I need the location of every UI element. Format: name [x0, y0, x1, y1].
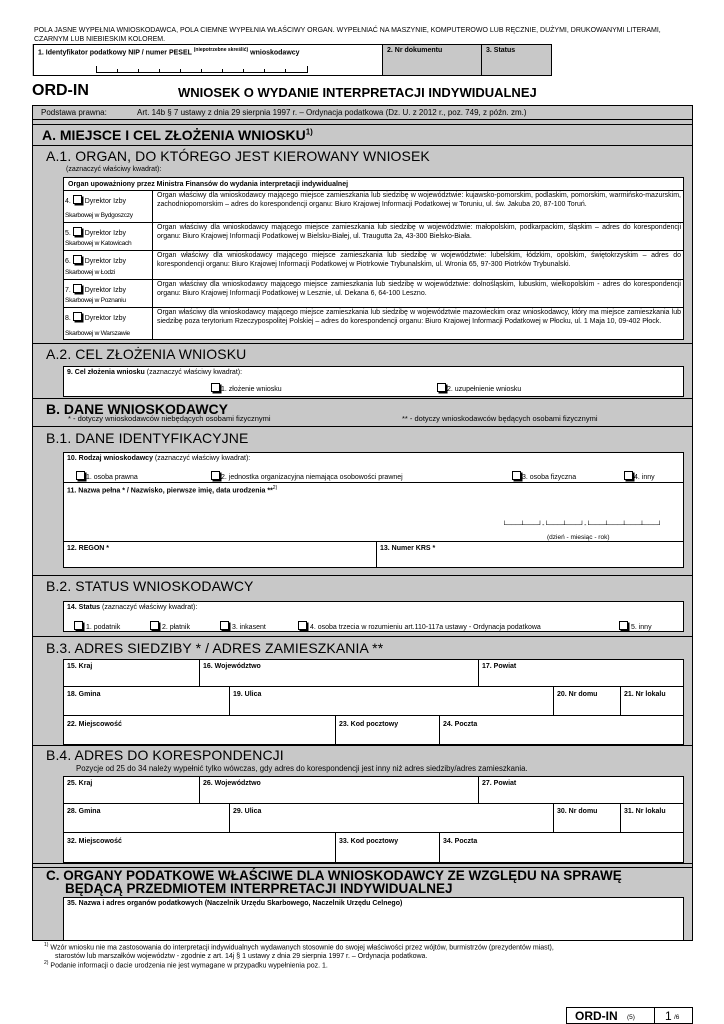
field-1-nip-pesel[interactable] [33, 44, 383, 76]
organ-row[interactable] [63, 190, 684, 222]
footnote-1-mark: 1) [44, 942, 49, 948]
field-25-country[interactable] [63, 776, 200, 804]
organ-name-cell[interactable] [63, 251, 153, 279]
organ-name-2: Skarbowej w Poznaniu [65, 297, 126, 304]
b4-title: B.4. ADRES DO KORESPONDENCJI [46, 747, 284, 763]
organ-name-line-1[interactable] [65, 195, 126, 205]
organ-row[interactable] [63, 222, 684, 250]
footnote-2-text: Podanie informacji o dacie urodzenia nie jest wymagane w przypadku wypełnienia poz. 1. [50, 962, 328, 970]
legal-basis-row [32, 105, 693, 120]
organ-number: 8. [65, 315, 71, 322]
legal-basis-text: Art. 14b § 7 ustawy z dnia 29 sierpnia 1997 r. – Ordynacja podatkowa (Dz. U. z 2012 r., poz. 749, z późn. zm.) [137, 108, 527, 117]
field-13-krs[interactable] [376, 541, 684, 568]
organ-name-cell[interactable] [63, 308, 153, 340]
field-label: 29. Ulica [233, 808, 262, 815]
organ-row[interactable] [63, 250, 684, 279]
status-taxpayer[interactable] [74, 621, 120, 631]
section-c-title-line-1: C. ORGANY PODATKOWE WŁAŚCIWE DLA WNIOSKODAWCY ZE WZGLĘDU NA SPRAWĘ [46, 868, 622, 883]
purpose-option-supplement[interactable] [437, 383, 521, 393]
field-3-status [481, 44, 552, 76]
tick [201, 69, 202, 72]
field-label: 22. Miejscowość [67, 721, 122, 728]
field-11-sup: 2) [272, 485, 278, 491]
purpose-option-submit[interactable] [211, 383, 282, 393]
section-a-title [42, 127, 313, 143]
field-14-status [63, 601, 684, 632]
checkbox[interactable] [512, 471, 521, 480]
header-instructions: POLA JASNE WYPEŁNIA WNIOSKODAWCA, POLA CIEMNE WYPEŁNIA WŁAŚCIWY ORGAN. WYPEŁNIAĆ NA MASZYNIE, KOMPUTEROWO LUB RĘCZNIE, DUŻYMI, DRUKOWANYMI LITERAMI, CZARNYM LUB NIEBIESKIM KOLOREM. [34, 27, 661, 43]
tick [117, 69, 118, 72]
field-10-label: 10. Rodzaj wnioskodawcy [67, 455, 153, 462]
option-label: 4. inny [634, 474, 655, 481]
field-label: 34. Poczta [443, 838, 478, 845]
organ-name-line-1[interactable] [65, 284, 126, 294]
organ-description: Organ właściwy dla wnioskodawcy mającego miejsce zamieszkania lub siedzibę w województwie mazowieckim oraz wnioskodawcy, który ma miejsce zamieszkania lub siedzibę poza terytorium Rzeczypospolitej Polskiej – adres do korespondencji organu: Biuro Krajowej Informacji Podatkowej w Płocku, ul. 1 Maja 10, 09-402 Płock. [157, 309, 681, 325]
organ-number: 5. [65, 230, 71, 237]
b3-title: B.3. ADRES SIEDZIBY * / ADRES ZAMIESZKANIA ** [46, 640, 384, 656]
organ-name-1: Dyrektor Izby [84, 198, 126, 205]
field-label: 18. Gmina [67, 691, 101, 698]
form-code: ORD-IN [32, 82, 89, 99]
section-b-note-1: * - dotyczy wnioskodawców niebędących osobami fizycznymi [68, 414, 271, 423]
checkbox[interactable] [73, 227, 82, 236]
field-3-label: 3. Status [486, 47, 516, 54]
section-a-title-sup: 1) [305, 127, 313, 137]
field-26-voivodeship[interactable] [199, 776, 479, 804]
checkbox[interactable] [73, 312, 82, 321]
field-label: 16. Województwo [203, 663, 261, 670]
organ-name-line-1[interactable] [65, 255, 126, 265]
checkbox[interactable] [437, 383, 446, 392]
checkbox[interactable] [73, 195, 82, 204]
organ-description: Organ właściwy dla wnioskodawcy mającego miejsce zamieszkania lub siedzibę w województwie: dolnośląskim, lubuskim, wielkopolskim - adres do korespondencji organu: Biuro Krajowej Informacji Podatkowej w Lesznie, ul. Dekana 6, 64-100 Leszno. [157, 281, 681, 297]
section-c-title-line-2: BĘDĄCĄ PRZEDMIOTEM INTERPRETACJI INDYWIDUALNEJ [65, 881, 453, 896]
organ-name-1: Dyrektor Izby [84, 230, 126, 237]
organ-name-line-1[interactable] [65, 312, 126, 322]
section-b-title: B. DANE WNIOSKODAWCY [46, 401, 228, 417]
option-label: 3. osoba fizyczna [522, 474, 577, 481]
checkbox[interactable] [76, 471, 85, 480]
field-31-apartment-number[interactable] [620, 803, 684, 833]
field-label: 28. Gmina [67, 808, 101, 815]
field-24-post-office[interactable] [439, 715, 684, 745]
organ-name-cell[interactable] [63, 191, 153, 222]
checkbox[interactable] [150, 621, 159, 630]
applicant-type-organization[interactable] [211, 471, 403, 481]
a1-title: A.1. ORGAN, DO KTÓREGO JEST KIEROWANY WNIOSEK [46, 148, 430, 164]
section-c-title [46, 869, 622, 895]
field-label: 24. Poczta [443, 721, 478, 728]
checkbox[interactable] [220, 621, 229, 630]
section-b-note-2: ** - dotyczy wnioskodawców będących osobami fizycznymi [402, 414, 598, 423]
field-19-street[interactable] [229, 686, 554, 716]
field-22-city[interactable] [63, 715, 336, 745]
option-label: 5. inny [630, 624, 652, 631]
field-1-label: 1. Identyfikator podatkowy NIP / numer PESEL [38, 49, 192, 57]
field-23-postal-code[interactable] [335, 715, 440, 745]
option-label: 2. płatnik [161, 624, 190, 631]
form-title: WNIOSEK O WYDANIE INTERPRETACJI INDYWIDUALNEJ [178, 85, 537, 100]
b1-title: B.1. DANE IDENTYFIKACYJNE [46, 430, 249, 446]
a2-title: A.2. CEL ZŁOŻENIA WNIOSKU [46, 346, 247, 362]
divider [32, 343, 693, 344]
divider [32, 124, 693, 125]
footer-form-code-box [566, 1007, 655, 1024]
legal-basis-label: Podstawa prawna: [41, 108, 107, 117]
footnote-2 [44, 959, 704, 971]
field-9-hint: (zaznaczyć właściwy kwadrat): [146, 369, 243, 376]
checkbox[interactable] [211, 471, 220, 480]
field-28-municipality[interactable] [63, 803, 230, 833]
field-2-document-number [382, 44, 482, 76]
b4-note: Pozycje od 25 do 34 należy wypełnić tylko wówczas, gdy adres do korespondencji jest inny niż adres siedziby/adres zamieszkania. [76, 764, 528, 773]
field-35-label: 35. Nazwa i adres organów podatkowych (Naczelnik Urzędu Skarbowego, Naczelnik Urzędu Celnego) [67, 900, 403, 907]
field-27-county[interactable] [478, 776, 684, 804]
organ-description: Organ właściwy dla wnioskodawcy mającego miejsce zamieszkania lub siedzibę w województwie: lubelskim, łódzkim, opolskim, świętokrzyskim – adres do korespondencji organu: Biuro Krajowej Informacji Podatkowej w Piotrkowie Trybunalskim, ul. Wronia 65, 97-300 Piotrków Trybunalski. [157, 252, 681, 268]
field-label: 19. Ulica [233, 691, 262, 698]
nip-digit-boxes [96, 66, 308, 73]
field-11-full-name[interactable] [63, 482, 684, 542]
field-label: 30. Nr domu [557, 808, 598, 815]
field-label: 27. Powiat [482, 780, 517, 787]
footnote-1-line-2: starostów lub marszałków województw - zgodnie z art. 14j § 1 ustawy z dnia 29 sierpnia 1997 r. – Ordynacja podatkowa. [55, 952, 428, 960]
field-12-regon[interactable] [63, 541, 377, 568]
field-label: 31. Nr lokalu [624, 808, 666, 815]
tick [285, 69, 286, 72]
field-18-municipality[interactable] [63, 686, 230, 716]
date-hint: (dzień - miesiąc - rok) [547, 534, 610, 541]
checkbox[interactable] [298, 621, 307, 630]
footer-form-version: (5) [627, 1014, 635, 1021]
organ-row[interactable] [63, 279, 684, 307]
field-29-street[interactable] [229, 803, 554, 833]
field-label: 23. Kod pocztowy [339, 721, 399, 728]
field-label: 21. Nr lokalu [624, 691, 666, 698]
field-30-house-number[interactable] [553, 803, 621, 833]
organ-number: 6. [65, 258, 71, 265]
field-11-label: 11. Nazwa pełna * / Nazwisko, pierwsze imię, data urodzenia ** [67, 487, 273, 495]
tick [222, 69, 223, 72]
field-label: 32. Miejscowość [67, 838, 122, 845]
checkbox[interactable] [73, 255, 82, 264]
option-label: 3. inkasent [231, 624, 266, 631]
tick [264, 69, 265, 72]
checkbox[interactable] [619, 621, 628, 630]
checkbox[interactable] [624, 471, 633, 480]
organ-number: 4. [65, 198, 71, 205]
footnote-2-mark: 2) [44, 960, 49, 966]
birth-date-boxes[interactable]: └───┴───┘-└───┴───┘-└───┴───┴───┴───┘ [502, 522, 662, 529]
footer-page-box [654, 1007, 693, 1024]
tick [243, 69, 244, 72]
field-32-city[interactable] [63, 832, 336, 863]
field-35-tax-authorities[interactable] [63, 897, 684, 941]
option-label: 2. jednostka organizacyjna niemająca osobowości prawnej [221, 474, 403, 481]
applicant-type-other[interactable] [624, 471, 655, 481]
field-label: 15. Kraj [67, 663, 93, 670]
field-16-voivodeship[interactable] [199, 659, 479, 687]
divider [32, 426, 693, 427]
b2-title: B.2. STATUS WNIOSKODAWCY [46, 578, 254, 594]
footnote-1-line-1: Wzór wniosku nie ma zastosowania do interpretacji indywidualnych wydawanych stosownie do swojej właściwości przez wójtów, burmistrzów (prezydentów miast), [50, 944, 554, 952]
tick [138, 69, 139, 72]
status-payer[interactable] [150, 621, 190, 631]
divider [32, 145, 693, 146]
organ-name-line-1[interactable] [65, 227, 126, 237]
checkbox[interactable] [74, 621, 83, 630]
field-34-post-office[interactable] [439, 832, 684, 863]
field-12-label: 12. REGON * [67, 545, 110, 552]
status-third-party[interactable] [298, 621, 541, 631]
field-13-label: 13. Numer KRS * [380, 545, 436, 552]
field-15-country[interactable] [63, 659, 200, 687]
option-label: 4. osoba trzecia w rozumieniu art.110-117a ustawy - Ordynacja podatkowa [309, 624, 541, 631]
tick [180, 69, 181, 72]
organ-name-2: Skarbowej w Bydgoszczy [65, 212, 133, 219]
divider [32, 575, 693, 576]
organ-description: Organ właściwy dla wnioskodawcy mającego miejsce zamieszkania lub siedzibę w województwie: kujawsko-pomorskim, podlaskim, pomorskim, warmińsko-mazurskim, zachodniopomorskim – adres do korespondencji organu: Biuro Krajowej Informacji Podatkowej w Toruniu, ul. św. Jakuba 20, 87-100 Toruń. [157, 192, 681, 208]
organ-name-cell[interactable] [63, 280, 153, 307]
a1-hint: (zaznaczyć właściwy kwadrat): [66, 166, 162, 173]
organ-name-1: Dyrektor Izby [84, 258, 126, 265]
field-9-label: 9. Cel złożenia wniosku [67, 369, 145, 376]
applicant-type-legal-person[interactable] [76, 471, 138, 481]
field-label: 20. Nr domu [557, 691, 598, 698]
organ-name-1: Dyrektor Izby [84, 315, 126, 322]
applicant-type-natural-person[interactable] [512, 471, 576, 481]
organ-name-2: Skarbowej w Łodzi [65, 269, 115, 276]
organ-name-cell[interactable] [63, 223, 153, 250]
field-10-applicant-type [63, 452, 684, 483]
checkbox[interactable] [211, 383, 220, 392]
status-other[interactable] [619, 621, 652, 631]
organ-description: Organ właściwy dla wnioskodawcy mającego miejsce zamieszkania lub siedzibę w województwie: małopolskim, podkarpackim, śląskim – adres do korespondencji organu: Biuro Krajowej Informacji Podatkowej w Bielsku-Białej, ul. Traugutta 2a, 43-300 Bielsko-Biała. [157, 224, 681, 240]
footer-form-code: ORD-IN [575, 1009, 618, 1023]
checkbox[interactable] [73, 284, 82, 293]
field-14-hint: (zaznaczyć właściwy kwadrat): [102, 604, 198, 611]
divider [32, 636, 693, 637]
status-collector[interactable] [220, 621, 266, 631]
field-17-county[interactable] [478, 659, 684, 687]
field-21-apartment-number[interactable] [620, 686, 684, 716]
organ-row[interactable] [63, 307, 684, 340]
organ-name-1: Dyrektor Izby [84, 287, 126, 294]
field-2-label: 2. Nr dokumentu [387, 47, 443, 54]
field-label: 25. Kraj [67, 780, 93, 787]
footer-page-total: /6 [674, 1014, 680, 1021]
organ-table-header: Organ upoważniony przez Ministra Finansów do wydania interpretacji indywidualnej [68, 181, 349, 188]
organ-name-2: Skarbowej w Warszawie [65, 330, 130, 337]
purpose-option-label: 1. złożenie wniosku [221, 386, 282, 393]
purpose-option-label: 2. uzupełnienie wniosku [447, 386, 522, 393]
tick [159, 69, 160, 72]
field-20-house-number[interactable] [553, 686, 621, 716]
organ-name-2: Skarbowej w Katowicach [65, 240, 132, 247]
option-label: 1. podatnik [85, 624, 121, 631]
field-33-postal-code[interactable] [335, 832, 440, 863]
divider [32, 745, 693, 746]
option-label: 1. osoba prawna [86, 474, 138, 481]
field-label: 26. Województwo [203, 780, 261, 787]
field-14-label: 14. Status [67, 604, 101, 611]
field-10-hint: (zaznaczyć właściwy kwadrat): [154, 455, 251, 462]
field-1-sup: (niepotrzebne skreślić) [193, 47, 249, 53]
organ-number: 7. [65, 287, 71, 294]
footer-page-number: 1 [665, 1009, 672, 1023]
field-9-purpose [63, 366, 684, 397]
field-label: 17. Powiat [482, 663, 517, 670]
field-label: 33. Kod pocztowy [339, 838, 399, 845]
field-1-label-b: wnioskodawcy [250, 49, 300, 57]
section-a-title-text: A. MIEJSCE I CEL ZŁOŻENIA WNIOSKU [42, 127, 306, 143]
